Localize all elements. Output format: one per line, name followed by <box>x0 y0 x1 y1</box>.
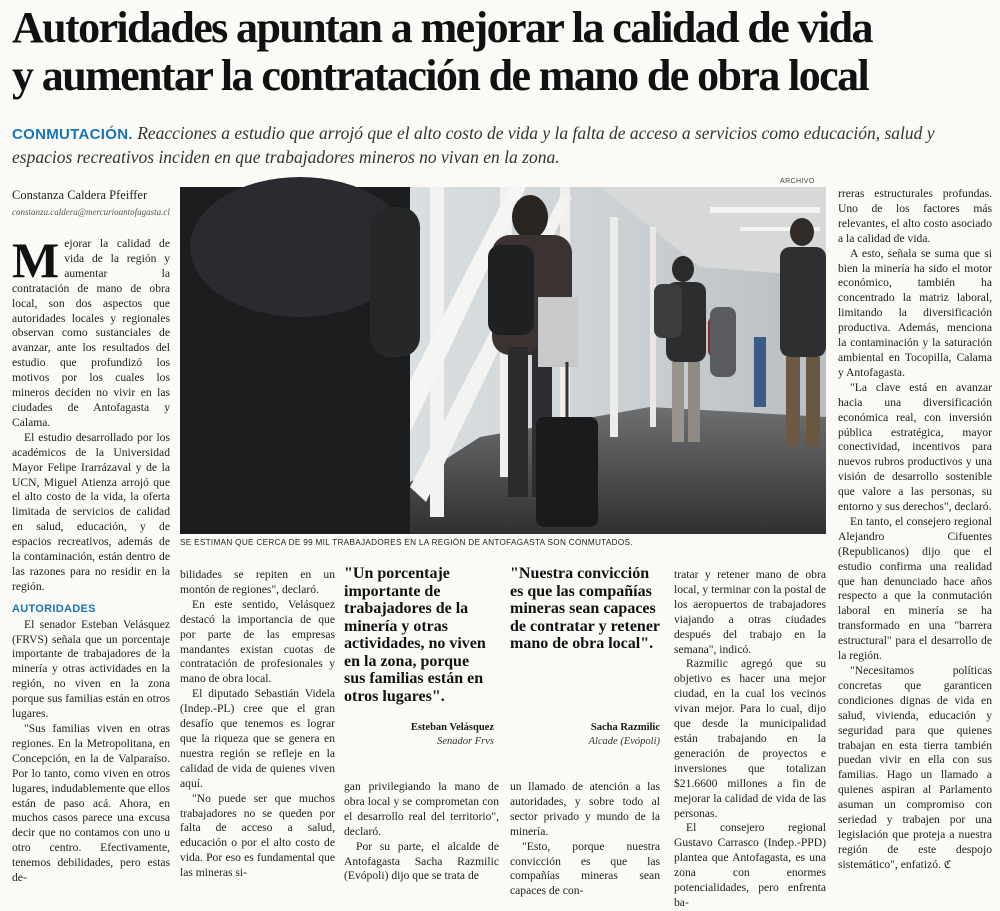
paragraph: El consejero regional Gustavo Carrasco (Indep.-PPD) plantea que Antofagasta, es una zona con enormes potencialidades, pero enfrenta ba- <box>674 821 826 909</box>
paragraph: En este sentido, Velásquez destacó la importancia de que por parte de las empresas mandantes existan cuotas de contratación de profesionales y mano de obra local. <box>180 597 335 686</box>
column-6 <box>838 187 992 873</box>
paragraph: El senador Esteban Velásquez (FRVS) señala que un porcentaje importante de trabajadores de la minería y otras actividades en la región, no viven en la zona porque sus familias están en otros lugares. <box>12 617 170 721</box>
paragraph: tratar y retener mano de obra local, y terminar con la postal de los aeropuertos de trabajadores viajando a otras ciudades después del trabajo en la semana", indicó. <box>674 568 826 656</box>
kicker: CONMUTACIÓN. <box>12 126 133 143</box>
photo-illustration <box>180 187 826 534</box>
column-5 <box>674 568 826 911</box>
end-of-article-mark: ℭ <box>943 858 952 871</box>
quote-author: Esteban Velásquez <box>410 722 494 733</box>
quote-author: Sacha Razmilic <box>590 722 660 733</box>
quote-author-role: Senador Frvs <box>437 736 494 747</box>
pull-quote-2-attribution <box>510 721 660 749</box>
closing-text: "Necesitamos políticas concretas que garanticen condiciones dignas de vida en salud, vivienda, educación y seguridad para que quienes trabajan en esta tierra también puedan vivir en ella con sus familias. Hago un llamado a quienes aspiran al Parlamento asuman un compromiso con seriedad y trabajen por una legislación que proteja a nuestra región de este despojo sistemático", enfatizó. <box>838 664 992 871</box>
paragraph: rreras estructurales profundas. Uno de los factores más relevantes, el alto costo asociado a la calidad de vida. <box>838 187 992 245</box>
paragraph: "La clave está en avanzar hacia una diversificación económica real, con inversión pública estratégica, mayor conectividad, incentivos para nuevos rubros productivos y una visión de desarrollo sostenible que valore a las personas, su entorno y sus derechos", declaró. <box>838 380 992 514</box>
lead-text: ejorar la calidad de vida de la región y aumentar la contratación de mano de obra local, son dos aspectos que autoridades locales y regionales observan como sustanciales de avanzar, ante los resultados del estudio que profundizó los motivos por los cuales los mineros deciden no vivir en las ciudades de Antofagasta y Calama. <box>12 237 170 429</box>
photo-caption: SE ESTIMAN QUE CERCA DE 99 MIL TRABAJADORES EN LA REGIÓN DE ANTOFAGASTA SON CONMUTADOS. <box>180 538 633 547</box>
author-name: Constanza Caldera Pfeiffer <box>12 188 148 202</box>
paragraph: bilidades se repiten en un montón de regiones", declaró. <box>180 568 335 596</box>
paragraph: "Sus familias viven en otras regiones. En la Metropolitana, en Concepción, en la de Valparaíso. Por lo tanto, como viven en otros lugares, indudablemente que ellos están de paso acá. Ahora, en muchos casos parece una excusa decir que no contamos con uno u otro centro. Efectivamente, tenemos debilidades, pero estas de- <box>12 722 170 885</box>
headline-line-1: Autoridades apuntan a mejorar la calidad de vida <box>12 3 872 52</box>
subhead-text: Reacciones a estudio que arrojó que el alto costo de vida y la falta de acceso a servicios como educación, salud y espacios recreativos inciden en que trabajadores mineros no vivan en la zona. <box>12 123 935 167</box>
quote-author-role: Alcade (Evópoli) <box>588 736 660 747</box>
paragraph: "No puede ser que muchos trabajadores no se queden por falta de acceso a salud, educación o por el alto costo de vida. Por eso es fundamental que las mineras si- <box>180 791 335 880</box>
paragraph: A esto, señala se suma que si bien la minería ha sido el motor económico, también ha concentrado la matriz laboral, limitando la diversificación productiva. Además, menciona la contaminación y la saturación ambiental en Tocopilla, Calama y Antofagasta. <box>838 246 992 379</box>
subhead <box>12 122 992 169</box>
pull-quote-1-attribution <box>344 721 494 749</box>
headline-line-2: y aumentar la contratación de mano de obra local <box>12 51 869 100</box>
paragraph: gan privilegiando la mano de obra local y se comprometan con el desarrollo real del territorio", declaró. <box>344 780 499 838</box>
author-email: constanza.caldera@mercurioantofagasta.cl <box>12 207 170 217</box>
byline <box>12 188 172 217</box>
paragraph: Por su parte, el alcalde de Antofagasta Sacha Razmilic (Evópoli) dijo que se trata de <box>344 839 499 883</box>
column-1 <box>12 232 170 886</box>
headline <box>12 4 992 100</box>
paragraph: un llamado de atención a las autoridades, y sobre todo al sector privado y mundo de la minería. <box>510 780 660 838</box>
photo-airport-walkway <box>180 187 826 534</box>
pull-quote-1: "Un porcentaje importante de trabajadores de la minería y otras actividades, no viven en la zona, porque sus familias están en otros lugares". <box>344 565 486 705</box>
lead-paragraph <box>12 232 170 431</box>
paragraph: El estudio desarrollado por los académicos de la Universidad Mayor Felipe Irarrázaval y de la UCN, Miguel Atienza arrojó que el alto costo de la vida, la oferta limitada de servicios de calidad en salud, educación, y de espacios recreativos, además de la contaminación, están dentro de las razones para no residir en la región. <box>12 430 170 593</box>
pull-quote-2: "Nuestra convicción es que las compañías mineras sean capaces de contratar y retener mano de obra local". <box>510 565 660 652</box>
photo-credit: ARCHIVO <box>780 178 815 185</box>
column-4 <box>510 780 660 899</box>
paragraph: "Esto, porque nuestra convicción es que las compañías mineras sean capaces de con- <box>510 839 660 898</box>
paragraph: El diputado Sebastián Videla (Indep.-PL) cree que el gran desafío que tenemos es lograr que la riqueza que se genera en nuestra región se refleje en la calidad de vida de quienes viven aquí. <box>180 687 335 790</box>
dropcap: M <box>12 232 60 288</box>
column-2 <box>180 568 335 881</box>
paragraph <box>838 664 992 873</box>
paragraph: En tanto, el consejero regional Alejandro Cifuentes (Republicanos) dijo que el estudio confirma una realidad que han denunciado hace años respecto a que la conmutación laboral en minería se ha transformado en una "barrera estructural" para el desarrollo de la región. <box>838 514 992 663</box>
column-3 <box>344 780 499 884</box>
section-heading: AUTORIDADES <box>12 602 96 615</box>
paragraph: Razmilic agregó que su objetivo es hacer una mejor ciudad, en la cual los vecinos vivan mejor. Para lo cual, dijo que desde la municipalidad están trabajando en la generación de proyectos e inversiones que totalizan $21.6600 millones a fin de mejorar la calidad de vida de las personas. <box>674 657 826 820</box>
